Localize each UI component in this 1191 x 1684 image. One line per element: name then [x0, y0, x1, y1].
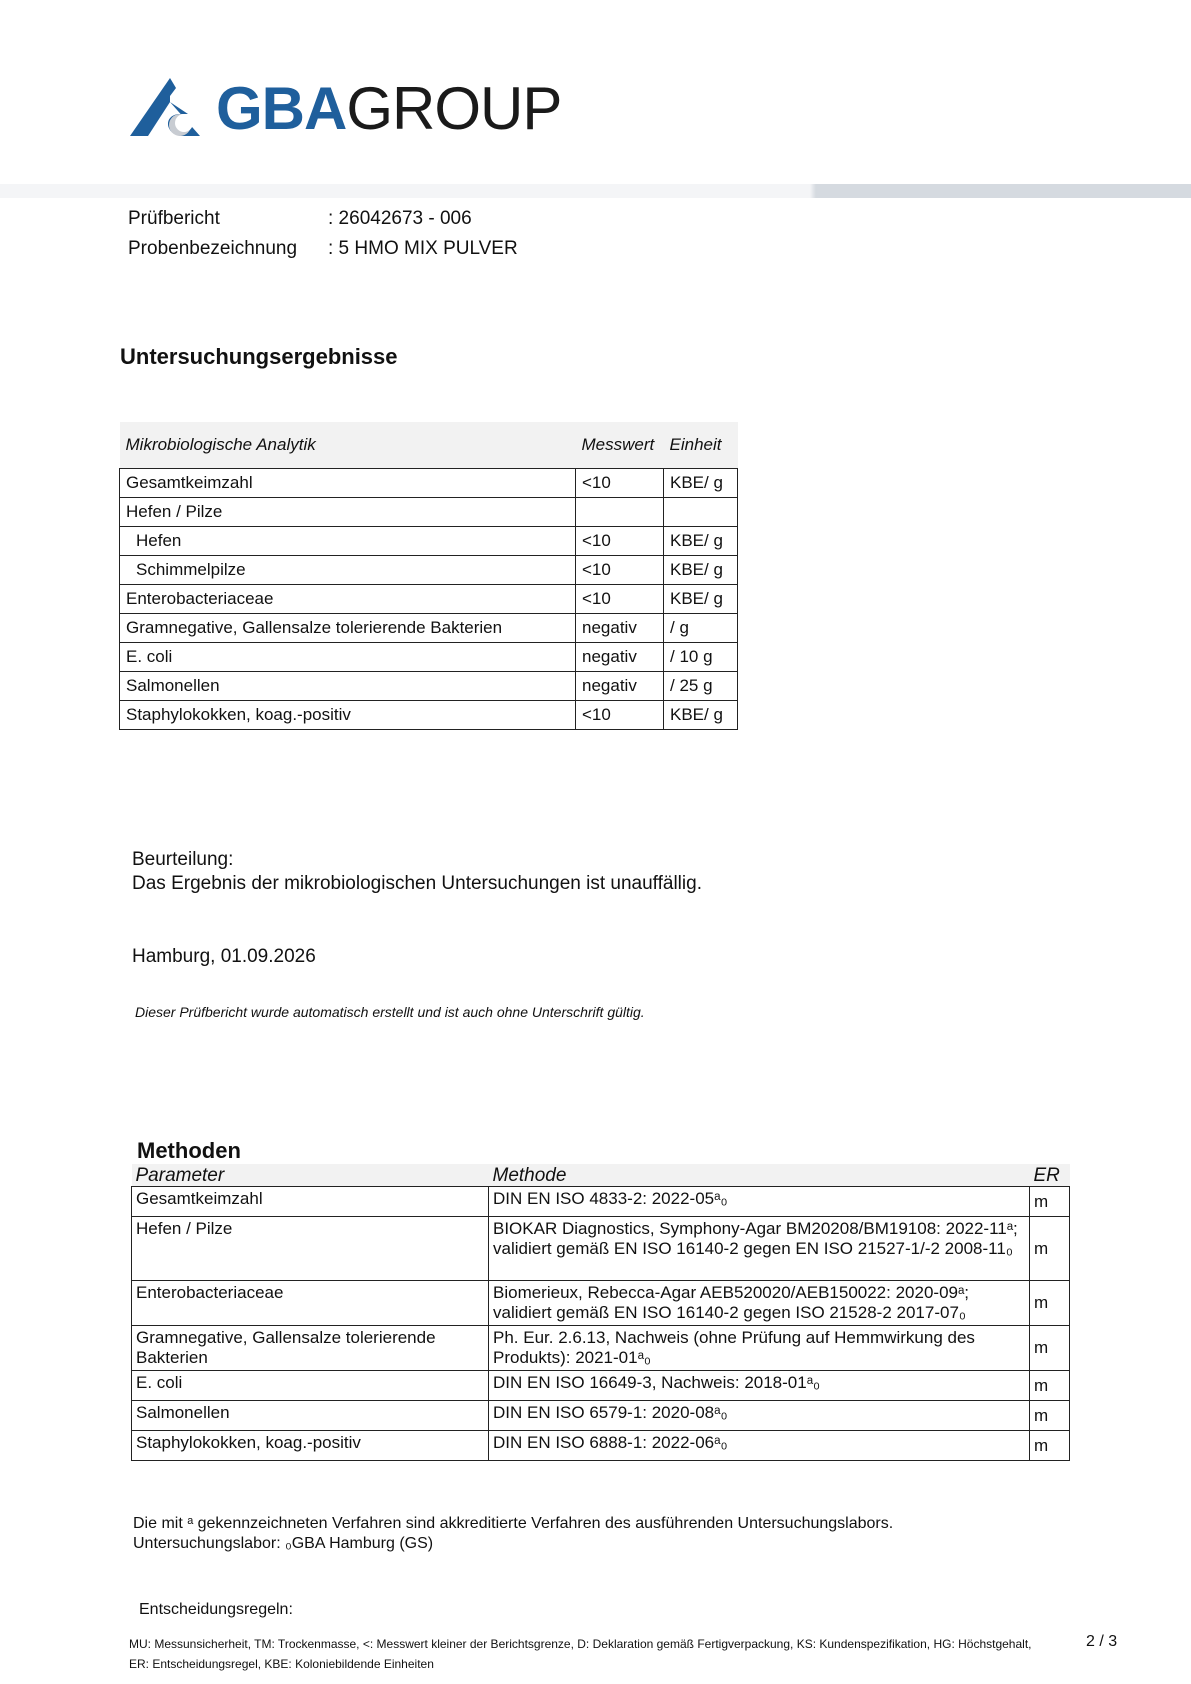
- abbreviations-line-1: MU: Messunsicherheit, TM: Trockenmasse, <: Messwert kleiner der Berichtsgrenze, D: Deklaration gemäß Fertigverpackung, KS: Kundenspezifikation, HG: Höchstgehalt,: [129, 1637, 1032, 1651]
- row-name: Enterobacteriaceae: [120, 585, 576, 614]
- method-parameter: Gesamtkeimzahl: [132, 1187, 489, 1217]
- row-unit: KBE/ g: [664, 701, 738, 730]
- row-value: [576, 498, 664, 527]
- row-value: negativ: [576, 672, 664, 701]
- logo-mark-icon: [130, 78, 210, 140]
- methods-table: [131, 1164, 1070, 1461]
- page-number: 2 / 3: [1086, 1633, 1118, 1650]
- report-number-label: Prüfbericht: [128, 208, 220, 229]
- header-parameter: Parameter: [132, 1164, 489, 1187]
- row-name: Gesamtkeimzahl: [120, 469, 576, 498]
- method-text: DIN EN ISO 16649-3, Nachweis: 2018-01ᵃ₀: [489, 1371, 1030, 1401]
- methods-header-row: [132, 1164, 1070, 1187]
- table-row: [132, 1187, 1070, 1217]
- row-unit: / 10 g: [664, 643, 738, 672]
- header-analysis: Mikrobiologische Analytik: [120, 422, 576, 469]
- method-text: DIN EN ISO 6579-1: 2020-08ᵃ₀: [489, 1401, 1030, 1431]
- assessment-text: Das Ergebnis der mikrobiologischen Untersuchungen ist unauffällig.: [132, 873, 702, 894]
- results-table: [119, 422, 738, 730]
- row-name: Hefen: [120, 527, 576, 556]
- header-er: ER: [1030, 1164, 1070, 1187]
- table-row: [120, 614, 738, 643]
- table-row: [132, 1431, 1070, 1461]
- method-er: m: [1030, 1326, 1070, 1371]
- row-name: Hefen / Pilze: [120, 498, 576, 527]
- table-row: [120, 469, 738, 498]
- method-text: BIOKAR Diagnostics, Symphony-Agar BM20208/BM19108: 2022-11ᵃ; validiert gemäß EN ISO 16140-2 gegen EN ISO 21527-1/-2 2008-11₀: [489, 1217, 1030, 1281]
- table-row: [120, 585, 738, 614]
- method-parameter: Gramnegative, Gallensalze tolerierende Bakterien: [132, 1326, 489, 1371]
- row-value: <10: [576, 585, 664, 614]
- row-unit: / 25 g: [664, 672, 738, 701]
- method-parameter: Staphylokokken, koag.-positiv: [132, 1431, 489, 1461]
- header-method: Methode: [489, 1164, 1030, 1187]
- row-value: <10: [576, 469, 664, 498]
- row-value: <10: [576, 527, 664, 556]
- company-logo: [130, 75, 562, 142]
- method-parameter: E. coli: [132, 1371, 489, 1401]
- header-value: Messwert: [576, 422, 664, 469]
- table-row: [132, 1371, 1070, 1401]
- row-unit: KBE/ g: [664, 556, 738, 585]
- row-unit: KBE/ g: [664, 469, 738, 498]
- row-unit: / g: [664, 614, 738, 643]
- report-number-value: : 26042673 - 006: [328, 208, 472, 229]
- sample-name-value: : 5 HMO MIX PULVER: [328, 238, 518, 259]
- method-er: m: [1030, 1187, 1070, 1217]
- place-date: Hamburg, 01.09.2026: [132, 946, 316, 967]
- assessment-label: Beurteilung:: [132, 849, 234, 870]
- sample-name-label: Probenbezeichnung: [128, 238, 298, 259]
- table-row: [132, 1326, 1070, 1371]
- table-row: [132, 1281, 1070, 1326]
- abbreviations-line-2: ER: Entscheidungsregel, KBE: Koloniebildende Einheiten: [129, 1657, 434, 1671]
- accreditation-note: Die mit ᵃ gekennzeichneten Verfahren sind akkreditierte Verfahren des ausführenden Untersuchungslabors.: [133, 1515, 894, 1532]
- header-divider: [0, 184, 1191, 198]
- row-name: Gramnegative, Gallensalze tolerierende Bakterien: [120, 614, 576, 643]
- table-row: [120, 701, 738, 730]
- lab-note: Untersuchungslabor: ₀GBA Hamburg (GS): [133, 1535, 434, 1552]
- row-value: <10: [576, 556, 664, 585]
- table-row: [120, 672, 738, 701]
- row-unit: KBE/ g: [664, 585, 738, 614]
- row-name: Salmonellen: [120, 672, 576, 701]
- method-er: m: [1030, 1431, 1070, 1461]
- method-parameter: Hefen / Pilze: [132, 1217, 489, 1281]
- table-row: [120, 556, 738, 585]
- row-unit: [664, 498, 738, 527]
- method-text: Biomerieux, Rebecca-Agar AEB520020/AEB150022: 2020-09ᵃ; validiert gemäß EN ISO 16140-2 gegen ISO 21528-2 2017-07₀: [489, 1281, 1030, 1326]
- method-text: Ph. Eur. 2.6.13, Nachweis (ohne Prüfung auf Hemmwirkung des Produkts): 2021-01ᵃ₀: [489, 1326, 1030, 1371]
- row-value: <10: [576, 701, 664, 730]
- row-value: negativ: [576, 643, 664, 672]
- method-er: m: [1030, 1217, 1070, 1281]
- results-header-row: [120, 422, 738, 469]
- auto-generated-note: Dieser Prüfbericht wurde automatisch erstellt und ist auch ohne Unterschrift gültig.: [135, 1004, 645, 1020]
- logo-wordmark: GBAGROUP: [216, 75, 562, 142]
- method-text: DIN EN ISO 6888-1: 2022-06ᵃ₀: [489, 1431, 1030, 1461]
- method-er: m: [1030, 1371, 1070, 1401]
- row-name: Staphylokokken, koag.-positiv: [120, 701, 576, 730]
- methods-title: Methoden: [137, 1138, 241, 1163]
- method-parameter: Salmonellen: [132, 1401, 489, 1431]
- section-title: Untersuchungsergebnisse: [120, 344, 398, 369]
- table-row: [120, 527, 738, 556]
- table-row: [132, 1401, 1070, 1431]
- table-row: [120, 498, 738, 527]
- method-parameter: Enterobacteriaceae: [132, 1281, 489, 1326]
- table-row: [120, 643, 738, 672]
- method-text: DIN EN ISO 4833-2: 2022-05ᵃ₀: [489, 1187, 1030, 1217]
- method-er: m: [1030, 1281, 1070, 1326]
- row-value: negativ: [576, 614, 664, 643]
- row-name: E. coli: [120, 643, 576, 672]
- table-row: [132, 1217, 1070, 1281]
- row-name: Schimmelpilze: [120, 556, 576, 585]
- method-er: m: [1030, 1401, 1070, 1431]
- row-unit: KBE/ g: [664, 527, 738, 556]
- decision-rules-label: Entscheidungsregeln:: [139, 1601, 293, 1618]
- header-unit: Einheit: [664, 422, 738, 469]
